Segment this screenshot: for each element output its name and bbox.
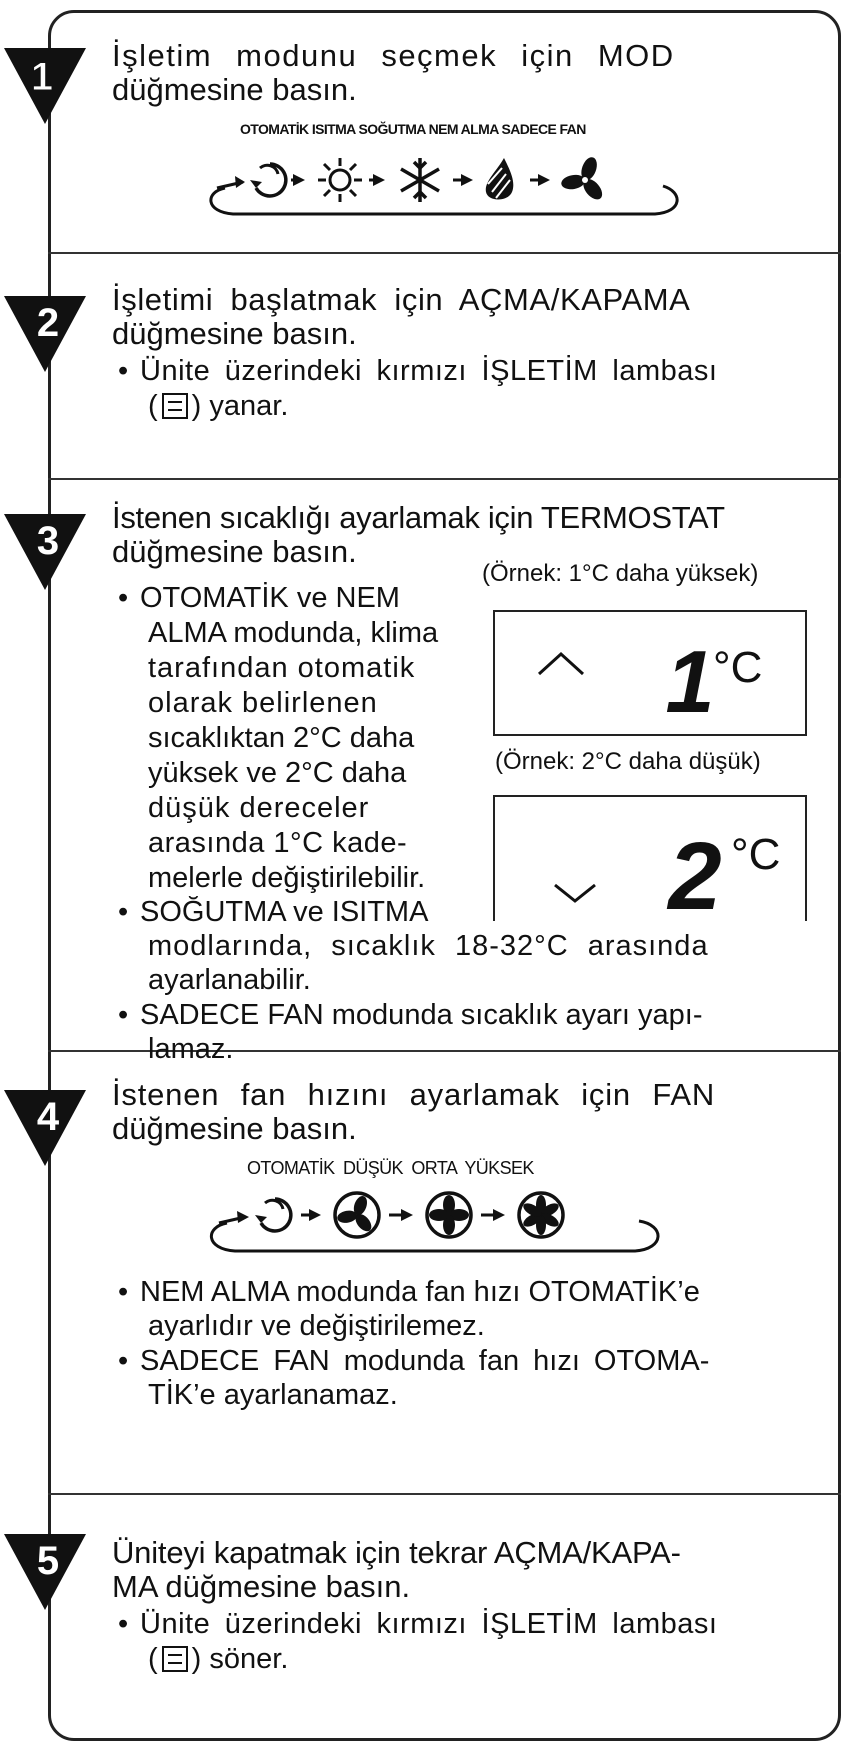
step-3-bullet-1-line-7: düşük dereceler xyxy=(148,792,370,824)
step-3-bullet-1-line-2: ALMA modunda, klima xyxy=(148,617,439,649)
drop-icon xyxy=(486,158,514,200)
auto-icon xyxy=(250,164,286,196)
step-1-number: 1 xyxy=(30,55,54,99)
step-5-line-2: MA düğmesine basın. xyxy=(112,1569,411,1604)
step-4-bullet-2: • SADECE FAN modunda fan hızı OTOMA- xyxy=(118,1345,710,1377)
step-3-bullet-1-line-5: sıcaklıktan 2°C daha xyxy=(148,722,415,754)
chevron-up-icon xyxy=(539,654,583,674)
step-5-bullet-1: • Ünite üzerindeki kırmızı İŞLETİM lambası xyxy=(118,1608,718,1640)
divider-4 xyxy=(48,1493,841,1495)
operation-lamp-icon xyxy=(162,393,188,419)
step-3-bullet-1-line-3: tarafından otomatik xyxy=(148,652,416,684)
step-4-bullet-2-line-1: SADECE FAN modunda fan hızı OTOMA- xyxy=(140,1345,710,1377)
step-3-line-2: düğmesine basın. xyxy=(112,534,357,569)
step-5-bullet-1-tail xyxy=(148,1643,288,1676)
step-3-line-1: İstenen sıcaklığı ayarlamak için TERMOSTAT xyxy=(112,500,725,535)
divider-1 xyxy=(48,252,841,254)
lcd-lower-digit: 2 xyxy=(668,823,722,919)
step-5-marker xyxy=(2,1528,88,1614)
step-4-bullet-1: • NEM ALMA modunda fan hızı OTOMATİK’e xyxy=(118,1276,700,1308)
step-3-bullet-3-line-2: lamaz. xyxy=(148,1033,234,1065)
step-5-bullet-1-text: Ünite üzerindeki kırmızı İŞLETİM lambası xyxy=(140,1608,718,1640)
mode-labels: OTOMATİK ISITMA SOĞUTMA NEM ALMA SADECE FAN xyxy=(240,121,586,137)
snowflake-icon xyxy=(401,158,439,202)
step-2-bullet-1: • Ünite üzerindeki kırmızı İŞLETİM lambası xyxy=(118,355,718,387)
step-4-number: 4 xyxy=(36,1095,60,1139)
step-3-number: 3 xyxy=(36,519,60,563)
step-4-line-2: düğmesine basın. xyxy=(112,1111,357,1146)
step-4-line-1: İstenen fan hızını ayarlamak için FAN xyxy=(112,1077,716,1112)
step-1-line-1: İşletim modunu seçmek için MOD xyxy=(112,38,675,73)
step-3-bullet-1-line-6: yüksek ve 2°C daha xyxy=(148,757,407,789)
step-5-tail-text: ) söner. xyxy=(191,1643,289,1675)
step-3-marker xyxy=(2,508,88,594)
step-3-bullet-1: • OTOMATİK ve NEM xyxy=(118,582,400,614)
step-3-bullet-1-line-8: arasında 1°C kade- xyxy=(148,827,408,859)
step-4-marker xyxy=(2,1084,88,1170)
speed-labels: OTOMATİK DÜŞÜK ORTA YÜKSEK xyxy=(247,1158,534,1178)
step-3-bullet-2-line-1: SOĞUTMA ve ISITMA xyxy=(140,896,429,928)
fan-mid-icon xyxy=(427,1193,471,1237)
step-5-open-paren: ( xyxy=(148,1643,158,1675)
step-5-line-1: Üniteyi kapatmak için tekrar AÇMA/KAPA- xyxy=(112,1535,681,1570)
fan-low-icon xyxy=(335,1193,379,1237)
example-higher: (Örnek: 1°C daha yüksek) xyxy=(482,560,759,587)
step-5-number: 5 xyxy=(36,1539,60,1583)
step-3-bullet-3: • SADECE FAN modunda sıcaklık ayarı yapı- xyxy=(118,999,703,1031)
operation-lamp-icon xyxy=(162,1646,188,1672)
fan-icon xyxy=(560,155,606,203)
fan-high-icon xyxy=(519,1193,563,1237)
step-2-tail-text: ) yanar. xyxy=(191,390,289,422)
step-3-bullet-2: • SOĞUTMA ve ISITMA xyxy=(118,896,429,928)
step-4-bullet-1-line-2: ayarlıdır ve değiştirilemez. xyxy=(148,1310,485,1342)
lcd-higher-unit: °C xyxy=(713,643,763,692)
lcd-higher xyxy=(493,610,807,736)
example-lower: (Örnek: 2°C daha düşük) xyxy=(495,748,761,775)
lcd-lower-unit: °C xyxy=(731,830,781,879)
step-2-line-1: İşletimi başlatmak için AÇMA/KAPAMA xyxy=(112,282,691,317)
step-3-bullet-3-line-1: SADECE FAN modunda sıcaklık ayarı yapı- xyxy=(140,999,703,1031)
sun-icon xyxy=(318,158,362,202)
mode-cycle xyxy=(205,150,685,220)
step-2-marker xyxy=(2,290,88,376)
step-4-bullet-2-line-2: TİK’e ayarlanamaz. xyxy=(148,1379,398,1411)
auto-icon xyxy=(255,1199,291,1231)
step-3-bullet-1-line-4: olarak belirlenen xyxy=(148,687,378,719)
divider-2 xyxy=(48,478,841,480)
lcd-higher-digit: 1 xyxy=(665,632,715,731)
step-2-open-paren: ( xyxy=(148,390,158,422)
step-3-bullet-2-line-2: modlarında, sıcaklık 18-32°C arasında xyxy=(148,930,709,962)
step-2-line-2: düğmesine basın. xyxy=(112,316,357,351)
step-4-bullet-1-line-1: NEM ALMA modunda fan hızı OTOMATİK’e xyxy=(140,1276,700,1308)
step-1-line-2: düğmesine basın. xyxy=(112,72,357,107)
step-2-number: 2 xyxy=(36,301,60,345)
step-3-bullet-1-line-9: melerle değiştirilebilir. xyxy=(148,862,426,894)
step-2-bullet-1-text: Ünite üzerindeki kırmızı İŞLETİM lambası xyxy=(140,355,718,387)
step-2-bullet-1-tail xyxy=(148,390,288,423)
step-3-bullet-2-line-3: ayarlanabilir. xyxy=(148,964,311,996)
step-1-marker xyxy=(2,42,88,128)
step-3-bullet-1-line-1: OTOMATİK ve NEM xyxy=(140,582,400,614)
speed-cycle xyxy=(205,1185,665,1257)
